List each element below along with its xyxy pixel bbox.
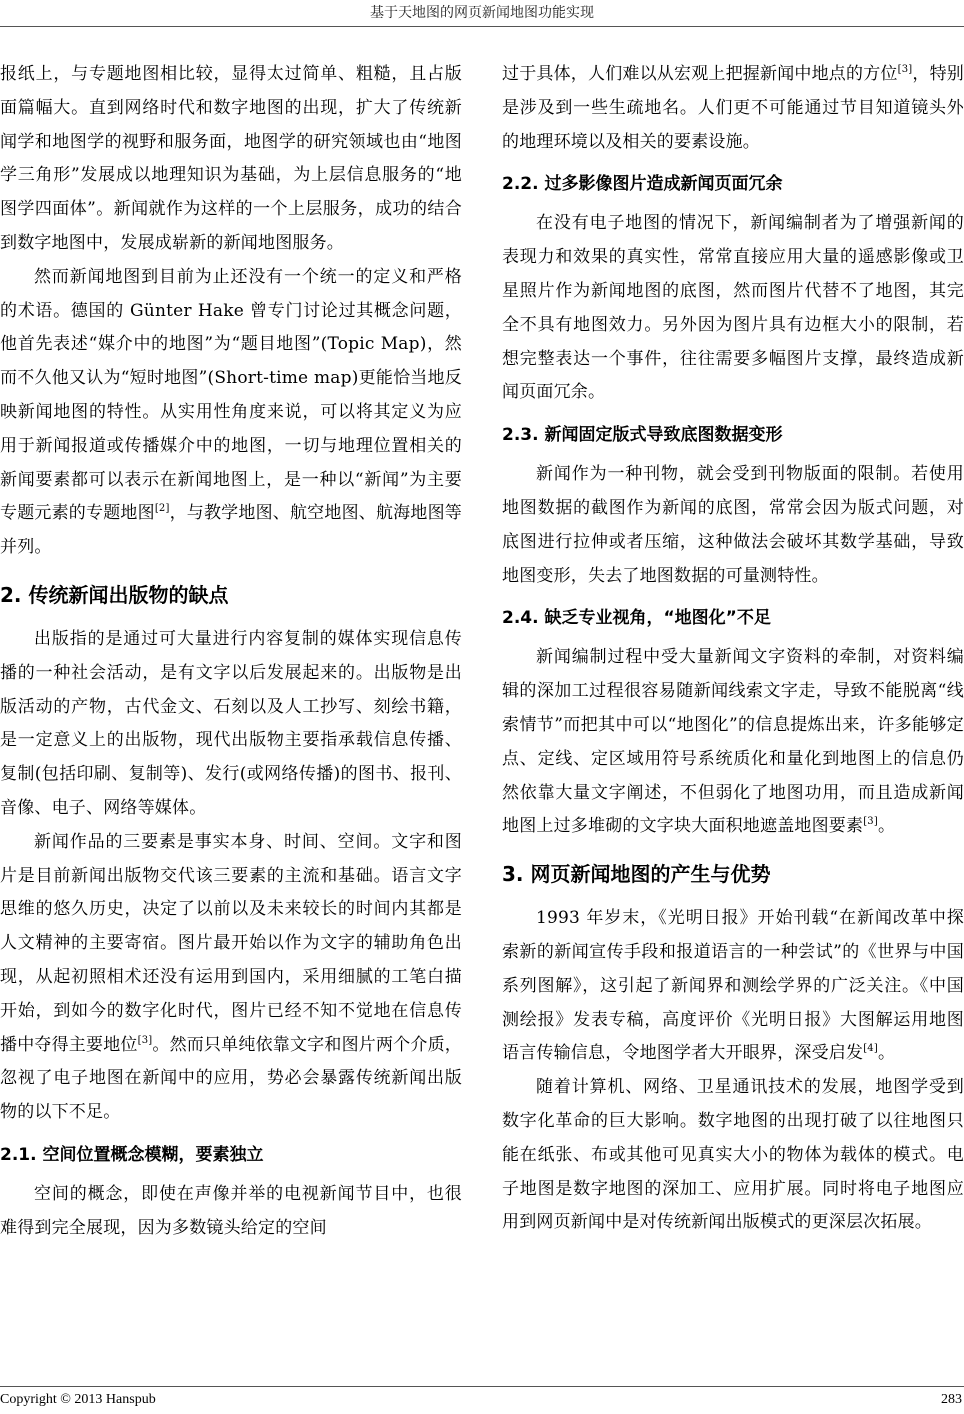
paragraph-text: ，特别是涉及到一些生疏地名。人们更不可能通过节目知道镜头外的地理环境以及相关的要素设施。 (502, 64, 964, 152)
paragraph-text: 。 (877, 1043, 896, 1064)
paragraph-text: 。 (877, 816, 896, 837)
left-column (0, 58, 462, 1246)
paragraph (0, 826, 462, 1130)
paragraph-text: 过于具体，人们难以从宏观上把握新闻中地点的方位 (502, 64, 898, 84)
paragraph (502, 902, 964, 1071)
copyright-notice: Copyright © 2013 Hanspub (0, 1392, 156, 1407)
citation-ref: [3] (897, 64, 913, 75)
running-title: 基于天地图的网页新闻地图功能实现 (370, 5, 594, 21)
section-heading: 2. 传统新闻出版物的缺点 (0, 582, 229, 607)
paragraph-text: 1993 年岁末，《光明日报》开始刊载“在新闻改革中探索新的新闻宣传手段和报道语言的一种尝试”的《世界与中国系列图解》，这引起了新闻界和测绘学界的广泛关注。《中国测绘报》发表专稿，高度评价《光明日报》大图解运用地图语言传输信息，令地图学者大开眼界，深受启发 (502, 908, 964, 1064)
citation-ref: [2] (154, 503, 170, 515)
paragraph-text: 然而新闻地图到目前为止还没有一个统一的定义和严格的术语。德国的 Günter Hake 曾专门讨论过其概念问题，他首先表述“媒介中的地图”为“题目地图”(Topic Map)，然而不久他又认为“短时地图”(Short-time map)更能恰当地反映新闻地图的特性。从实用性角度来说，可以将其定义为应用于新闻报道或传播媒介中的地图，一切与地理位置相关的新闻要素都可以表示在新闻地图上，是一种以“新闻”为主要专题元素的专题地图 (0, 266, 462, 524)
subsection-heading: 2.1. 空间位置概念模糊，要素独立 (0, 1144, 264, 1165)
paragraph-text: 新闻作品的三要素是事实本身、时间、空间。文字和图片是目前新闻出版物交代该三要素的主流和基础。语言文字思维的悠久历史，决定了以前以及未来较长的时间内其都是人文精神的主要寄宿。图片最开始以作为文字的辅助角色出现，从起初照相术还没有运用到国内，采用细腻的工笔白描开始，到如今的数字化时代，图片已经不知不觉地在信息传播中夺得主要地位 (0, 831, 462, 1055)
citation-ref: [3] (137, 1034, 153, 1046)
paragraph-text: ，与教学地图、航空地图、航海地图等并列。 (0, 503, 462, 558)
paragraph: 新闻作为一种刊物，就会受到刊物版面的限制。若使用地图数据的截图作为新闻的底图，常常会因为版式问题，对底图进行拉伸或者压缩，这种做法会破坏其数学基础，导致地图变形，失去了地图数据的可量测特性。 (502, 464, 964, 586)
right-column (502, 58, 964, 1240)
section-heading: 3. 网页新闻地图的产生与优势 (502, 862, 771, 887)
paragraph-text: 新闻编制过程中受大量新闻文字资料的牵制，对资料编辑的深加工过程很容易随新闻线索文字走，导致不能脱离“线索情节”而把其中可以“地图化”的信息提炼出来，许多能够定点、定线、定区域用符号系统质化和量化到地图上的信息仍然依靠大量文字阐述，不但弱化了地图功用，而且造成新闻地图上过多堆砌的文字块大面积地遮盖地图要素 (502, 647, 964, 837)
citation-ref: [3] (863, 816, 878, 828)
paragraph: 在没有电子地图的情况下，新闻编制者为了增强新闻的表现力和效果的真实性，常常直接应用大量的遥感影像或卫星照片作为新闻地图的底图，然而图片代替不了地图，其完全不具有地图效力。另外因为图片具有边框大小的限制，若想完整表达一个事件，往往需要多幅图片支撑，最终造成新闻页面冗余。 (502, 213, 964, 403)
paragraph: 报纸上，与专题地图相比较，显得太过简单、粗糙，且占版面篇幅大。直到网络时代和数字地图的出现，扩大了传统新闻学和地图学的视野和服务面，地图学的研究领域也由“地图学三角形”发展成以地理知识为基础，为上层信息服务的“地图学四面体”。新闻就作为这样的一个上层服务，成功的结合到数字地图中，发展成崭新的新闻地图服务。 (0, 64, 462, 253)
paragraph (0, 261, 462, 565)
paragraph: 出版指的是通过可大量进行内容复制的媒体实现信息传播的一种社会活动，是有文字以后发展起来的。出版物是出版活动的产物，古代金文、石刻以及人工抄写、刻绘书籍，是一定意义上的出版物，现代出版物主要指承载信息传播、复制(包括印刷、复制等)、发行(或网络传播)的图书、报刊、音像、电子、网络等媒体。 (0, 628, 462, 818)
page-number: 283 (941, 1392, 962, 1407)
paragraph (502, 641, 964, 844)
paragraph: 随着计算机、网络、卫星通讯技术的发展，地图学受到数字化革命的巨大影响。数字地图的出现打破了以往地图只能在纸张、布或其他可见真实大小的物体为载体的模式。电子地图是数字地图的深加工、应用扩展。同时将电子地图应用到网页新闻中是对传统新闻出版模式的更深层次拓展。 (502, 1077, 964, 1233)
paragraph-text: 。然而只单纯依靠文字和图片两个介质，忽视了电子地图在新闻中的应用，势必会暴露传统新闻出版物的以下不足。 (0, 1034, 462, 1123)
header-rule (0, 26, 964, 27)
footer-rule (0, 1386, 964, 1387)
subsection-heading: 2.4. 缺乏专业视角，“地图化”不足 (502, 608, 771, 629)
citation-ref: [4] (863, 1043, 878, 1055)
subsection-heading: 2.3. 新闻固定版式导致底图数据变形 (502, 425, 783, 446)
paragraph: 空间的概念，即使在声像并举的电视新闻节目中，也很难得到完全展现，因为多数镜头给定的空间 (0, 1183, 462, 1238)
subsection-heading: 2.2. 过多影像图片造成新闻页面冗余 (502, 174, 783, 195)
paragraph (502, 58, 964, 159)
